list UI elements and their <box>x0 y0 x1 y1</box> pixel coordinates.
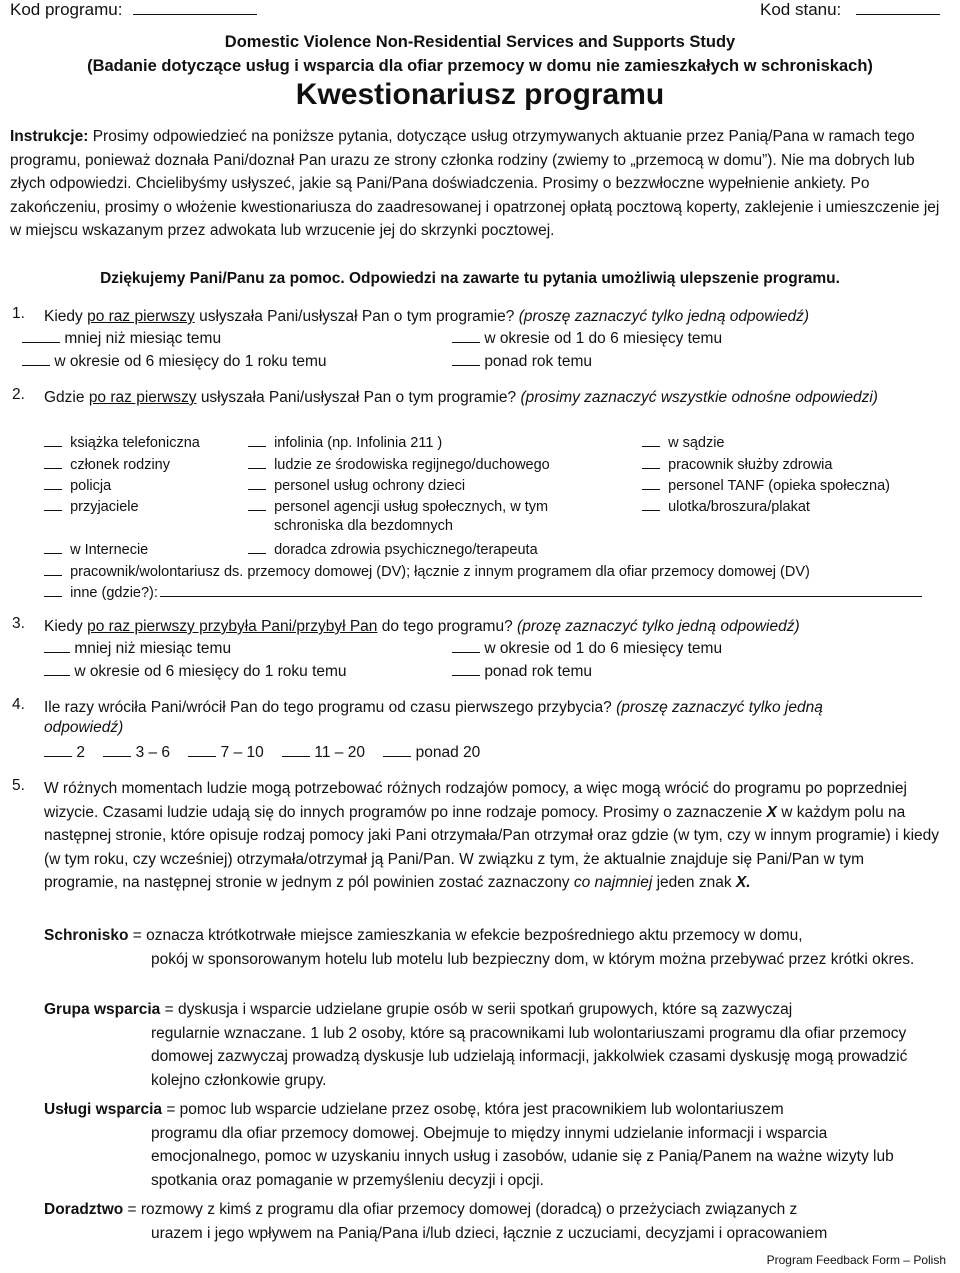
q5-text-c: jeden znak <box>656 874 732 891</box>
q2-option-hotline[interactable] <box>248 433 442 451</box>
form-title: Kwestionariusz programu <box>295 78 665 111</box>
q5-text <box>44 777 940 895</box>
q2-option-health-worker[interactable] <box>642 455 832 473</box>
q3-question <box>44 615 940 639</box>
q1-hint: (proszę zaznaczyć tylko jedną odpowiedź) <box>518 308 810 325</box>
q2-option-phonebook[interactable] <box>44 433 200 451</box>
q2-post: usłyszała Pani/usłyszał Pan o tym programie? <box>200 389 517 406</box>
q2-number: 2. <box>12 386 25 403</box>
program-code-label: Kod programu: <box>10 0 123 19</box>
q5-text-b: w każdym polu na następnej stronie, które opisuje rodzaj pomocy jaki Pani otrzymała/Pan otrzymał oraz gdzie (w tym, czy w innym programie) i kiedy (w tym roku, czy wcześniej) otrzymała/otrzymał ją Pani/Pan. W związku z tym, że aktualnie znajduje się Pani/Pan w tym programie, na następnej stronie w jednym z pól powinien zostać zaznaczony <box>44 803 940 891</box>
study-subtitle: (Badanie dotyczące usług i wsparcia dla ofiar przemocy w domu nie zamieszkałych w schroniskach) <box>87 57 873 75</box>
q4-option-2[interactable] <box>103 744 170 761</box>
q4-number: 4. <box>12 696 25 713</box>
q2-option-label: doradca zdrowia psychicznego/terapeuta <box>274 542 538 558</box>
q4-option-label: ponad 20 <box>415 744 481 761</box>
q3-underlined: po raz pierwszy przybyła Pani/przybył Pan <box>87 618 378 635</box>
q4-hint: (proszę zaznaczyć tylko jedną <box>616 699 823 716</box>
q2-option-child-services[interactable] <box>248 476 465 494</box>
q4-option-label: 2 <box>76 744 85 761</box>
definition-first-line: = rozmowy z kimś z programu dla ofiar przemocy domowej (doradcą) o przeżyciach związanych z <box>123 1201 798 1218</box>
definition-body: pokój w sponsorowanym hotelu lub motelu lub bezpieczny dom, w którym można przebywać przez krótki okres. <box>151 950 915 968</box>
program-code-field <box>10 0 257 20</box>
q2-hint: (prosimy zaznaczyć wszystkie odnośne odpowiedzi) <box>520 389 878 406</box>
q4-option-label: 11 – 20 <box>314 744 365 761</box>
q2-option-social-services-cont: schroniska dla bezdomnych <box>274 518 453 534</box>
instructions-label: Instrukcje: <box>10 128 89 145</box>
definition-support-group <box>44 998 940 1092</box>
q5-mark: X <box>766 803 777 821</box>
state-code-label: Kod stanu: <box>760 0 842 19</box>
q2-option-label: przyjaciele <box>70 499 139 515</box>
state-code-field <box>760 0 940 20</box>
q3-option-3-label: w okresie od 6 miesięcy do 1 roku temu <box>74 663 347 680</box>
q4-option-5[interactable] <box>383 744 480 761</box>
q4-options <box>44 743 480 762</box>
q5-mark-end: X. <box>735 874 751 891</box>
q2-option-internet[interactable] <box>44 540 148 558</box>
q2-option-label: ulotka/broszura/plakat <box>668 499 810 515</box>
definition-body: programu dla ofiar przemocy domowej. Obejmuje to między innymi udzielanie informacji i wsparcia emocjonalnego, pomoc w uzyskaniu innych usług i zasobów, udanie się z Panią/Panem na ważne wizyty lub spotkania oraz pomaganie w przemyśleniu decyzji i opcji. <box>151 1124 894 1189</box>
q3-option-2-label: w okresie od 1 do 6 miesięcy temu <box>484 640 723 657</box>
q3-option-2[interactable] <box>452 639 722 658</box>
q3-pre: Kiedy <box>44 618 83 635</box>
q2-option-label: personel TANF (opieka społeczna) <box>668 478 890 494</box>
q2-option-label: infolinia (np. Infolinia 211 ) <box>274 435 443 451</box>
definition-body: urazem i jego wpływem na Panią/Pana i/lub dzieci, łącznie z uczuciami, decyzjami i opracowaniem <box>151 1224 828 1242</box>
q3-option-1[interactable] <box>44 639 231 658</box>
q4-option-1[interactable] <box>44 744 85 761</box>
q1-question <box>44 305 940 329</box>
definition-body: regularnie wznaczane. 1 lub 2 osoby, które są pracownikami lub wolontariuszami programu dla ofiar przemocy domowej zazwyczaj prowadzą dyskusje lub udzielają informacji, jakkolwiek czasami dyskusję mogą prowadzić kolejno członkowie grupy. <box>151 1024 908 1089</box>
q2-option-family[interactable] <box>44 455 170 473</box>
state-code-blank[interactable] <box>856 0 940 15</box>
q2-option-social-services[interactable] <box>248 497 548 515</box>
q1-option-3-label: w okresie od 6 miesięcy do 1 roku temu <box>54 353 327 370</box>
definition-shelter <box>44 924 940 971</box>
q3-post: do tego programu? <box>381 618 513 635</box>
q2-option-police[interactable] <box>44 476 111 494</box>
q4-hint-cont: odpowiedź) <box>44 719 124 736</box>
definition-label: Schronisko <box>44 927 129 944</box>
instructions <box>10 125 940 243</box>
q2-option-label: personel agencji usług społecznych, w tym <box>274 499 549 515</box>
q1-option-3[interactable] <box>22 352 327 371</box>
q2-option-label: ludzie ze środowiska regijnego/duchowego <box>274 457 550 473</box>
q2-option-label: pracownik/wolontariusz ds. przemocy domowej (DV); łącznie z innym programem dla ofiar przemocy domowej (DV) <box>70 564 810 580</box>
q3-option-3[interactable] <box>44 662 347 681</box>
q2-pre: Gdzie <box>44 389 85 406</box>
q2-option-tanf[interactable] <box>642 476 890 494</box>
q4-option-3[interactable] <box>188 744 263 761</box>
q2-option-dv-worker[interactable] <box>44 562 810 580</box>
q2-option-label: policja <box>70 478 112 494</box>
q4-option-label: 7 – 10 <box>220 744 264 761</box>
q1-option-2[interactable] <box>452 329 722 348</box>
q2-option-flyer[interactable] <box>642 497 810 515</box>
q2-option-label: pracownik służby zdrowia <box>668 457 833 473</box>
q2-option-religious[interactable] <box>248 455 550 473</box>
q2-option-court[interactable] <box>642 433 724 451</box>
instructions-text: Prosimy odpowiedzieć na poniższe pytania, dotyczące usług otrzymywanych aktuanie przez Panią/Pana w ramach tego programu, ponieważ doznała Pani/doznał Pan urazu ze strony członka rodziny (zwiemy to „przemocą w domu”). Nie ma dobrych lub złych odpowiedzi. Chcielibyśmy usłyszeć, jakie są Pani/Pana doświadczenia. Prosimy o bezzwłoczne wypełnienie ankiety. Po zakończeniu, prosimy o włożenie kwestionariusza do zaadresowanej i opatrzonej opłatą pocztową koperty, zaklejenie i umieszczenie jej w miejscu wskazanym przez adwokata lub wrzucenie jej do skrzynki pocztowej. <box>10 128 940 239</box>
q4-text: Ile razy wróciła Pani/wrócił Pan do tego programu od czasu pierwszego przybycia? <box>44 699 612 716</box>
q5-emph: co najmniej <box>573 874 653 891</box>
definition-label: Doradztwo <box>44 1201 124 1218</box>
q4-option-4[interactable] <box>282 744 365 761</box>
q2-option-label: personel usług ochrony dzieci <box>274 478 466 494</box>
q1-number: 1. <box>12 305 25 322</box>
q2-option-label: inne (gdzie?): <box>70 585 158 601</box>
definition-support-services <box>44 1098 940 1192</box>
q2-question <box>44 386 940 410</box>
q3-option-1-label: mniej niż miesiąc temu <box>74 640 232 657</box>
q2-option-other[interactable] <box>44 583 922 601</box>
footer-form-name: Program Feedback Form – Polish <box>766 1253 946 1267</box>
q2-option-counselor[interactable] <box>248 540 538 558</box>
q3-option-4[interactable] <box>452 662 592 681</box>
q2-other-input[interactable] <box>160 583 922 597</box>
q2-option-label: w sądzie <box>668 435 725 451</box>
q1-option-4-label: ponad rok temu <box>484 353 593 370</box>
study-title: Domestic Violence Non-Residential Services and Supports Study <box>224 33 736 51</box>
q1-pre: Kiedy <box>44 308 83 325</box>
q1-option-2-label: w okresie od 1 do 6 miesięcy temu <box>484 330 723 347</box>
q3-option-4-label: ponad rok temu <box>484 663 593 680</box>
q1-option-1-label: mniej niż miesiąc temu <box>64 330 222 347</box>
definition-first-line: = dyskusja i wsparcie udzielane grupie osób w serii spotkań grupowych, które są zazwyczaj <box>160 1001 793 1018</box>
q2-option-label: książka telefoniczna <box>70 435 200 451</box>
q1-underlined: po raz pierwszy <box>87 308 195 325</box>
q5-number: 5. <box>12 777 25 794</box>
q2-option-friends[interactable] <box>44 497 139 515</box>
thanks-line: Dziękujemy Pani/Panu za pomoc. Odpowiedzi na zawarte tu pytania umożliwią ulepszenie programu. <box>100 270 840 287</box>
q4-option-label: 3 – 6 <box>135 744 171 761</box>
program-code-blank[interactable] <box>133 0 257 15</box>
q2-option-label: w Internecie <box>70 542 149 558</box>
definition-label: Usługi wsparcia <box>44 1101 163 1118</box>
q3-hint: (prozę zaznaczyć tylko jedną odpowiedź) <box>517 618 800 635</box>
q1-option-1[interactable] <box>22 329 221 348</box>
q1-option-4[interactable] <box>452 352 592 371</box>
definition-first-line: = pomoc lub wsparcie udzielane przez osobę, która jest pracownikiem lub wolontariuszem <box>162 1101 784 1118</box>
definition-counseling <box>44 1198 940 1245</box>
q2-option-label: członek rodziny <box>70 457 170 473</box>
definition-first-line: = oznacza ktrótkotrwałe miejsce zamieszkania w efekcie bezpośredniego aktu przemocy w domu, <box>128 927 803 944</box>
q2-underlined: po raz pierwszy <box>88 389 197 406</box>
q1-post: usłyszała Pani/usłyszał Pan o tym programie? <box>199 308 515 325</box>
q4-question <box>44 696 940 720</box>
q5-text-a: W różnych momentach ludzie mogą potrzebować różnych rodzajów pomocy, a więc mogą wrócić do programu po poprzedniej wizycie. Czasami ludzie udają się do innych programów po inne rodzaje pomocy. Prosimy o zaznaczenie <box>44 780 907 821</box>
q3-number: 3. <box>12 615 25 632</box>
definition-label: Grupa wsparcia <box>44 1001 161 1018</box>
